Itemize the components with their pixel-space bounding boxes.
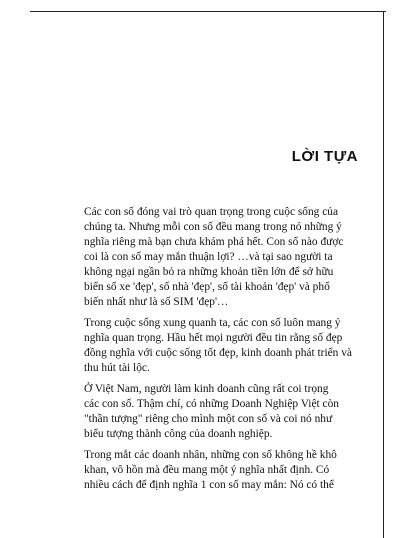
paragraph-3: [70, 382, 368, 442]
text-line: Trong cuộc sống xung quanh ta, các con số luôn mang ý: [84, 317, 341, 329]
text-line: nghĩa riêng mà bạn chưa khám phá hết. Con số nào được: [84, 236, 344, 248]
text-line: "thần tượng" riêng cho mình một con số và coi nó như: [84, 413, 333, 425]
text-line: biển số xe 'đẹp', số nhà 'đẹp', số tài khoản 'đẹp' và phổ: [84, 281, 330, 293]
text-line: các con số. Thậm chí, có những Doanh Nghiệp Việt còn: [84, 398, 339, 410]
text-line: Trong mắt các doanh nhân, những con số không hề khô: [84, 449, 337, 461]
preface-body: [70, 205, 368, 499]
text-line: không ngại ngần bỏ ra những khoản tiền lớn để sở hữu: [84, 266, 334, 278]
text-line: thu hút tài lộc.: [84, 362, 150, 374]
text-line: khan, vô hồn mà đều mang một ý nghĩa nhất định. Có: [84, 464, 330, 476]
text-line: coi là con số may mắn thuận lợi? …và tại sao người ta: [84, 251, 333, 263]
page-border-right: [383, 11, 384, 538]
text-line: chúng ta. Nhưng mỗi con số đều mang trong nó những ý: [84, 221, 342, 233]
paragraph-2: [70, 316, 368, 376]
text-line: đồng nghĩa với cuộc sống tốt đẹp, kinh doanh phát triển và: [84, 347, 352, 359]
page-border-top: [30, 11, 386, 12]
text-line: Ở Việt Nam, người làm kinh doanh cũng rất coi trọng: [84, 383, 329, 395]
paragraph-1: [70, 205, 368, 310]
text-line: nhiều cách để định nghĩa 1 con số may mắn: Nó có thể: [84, 479, 334, 491]
text-line: biểu tượng thành công của doanh nghiệp.: [84, 428, 273, 440]
text-line: biến nhất như là số SIM 'đẹp'…: [84, 296, 229, 308]
text-line: nghĩa quan trọng. Hầu hết mọi người đều tin rằng số đẹp: [84, 332, 343, 344]
paragraph-4: [70, 448, 368, 493]
page-title: LỜI TỰA: [291, 148, 358, 165]
text-line: Các con số đóng vai trò quan trọng trong cuộc sống của: [84, 206, 339, 218]
